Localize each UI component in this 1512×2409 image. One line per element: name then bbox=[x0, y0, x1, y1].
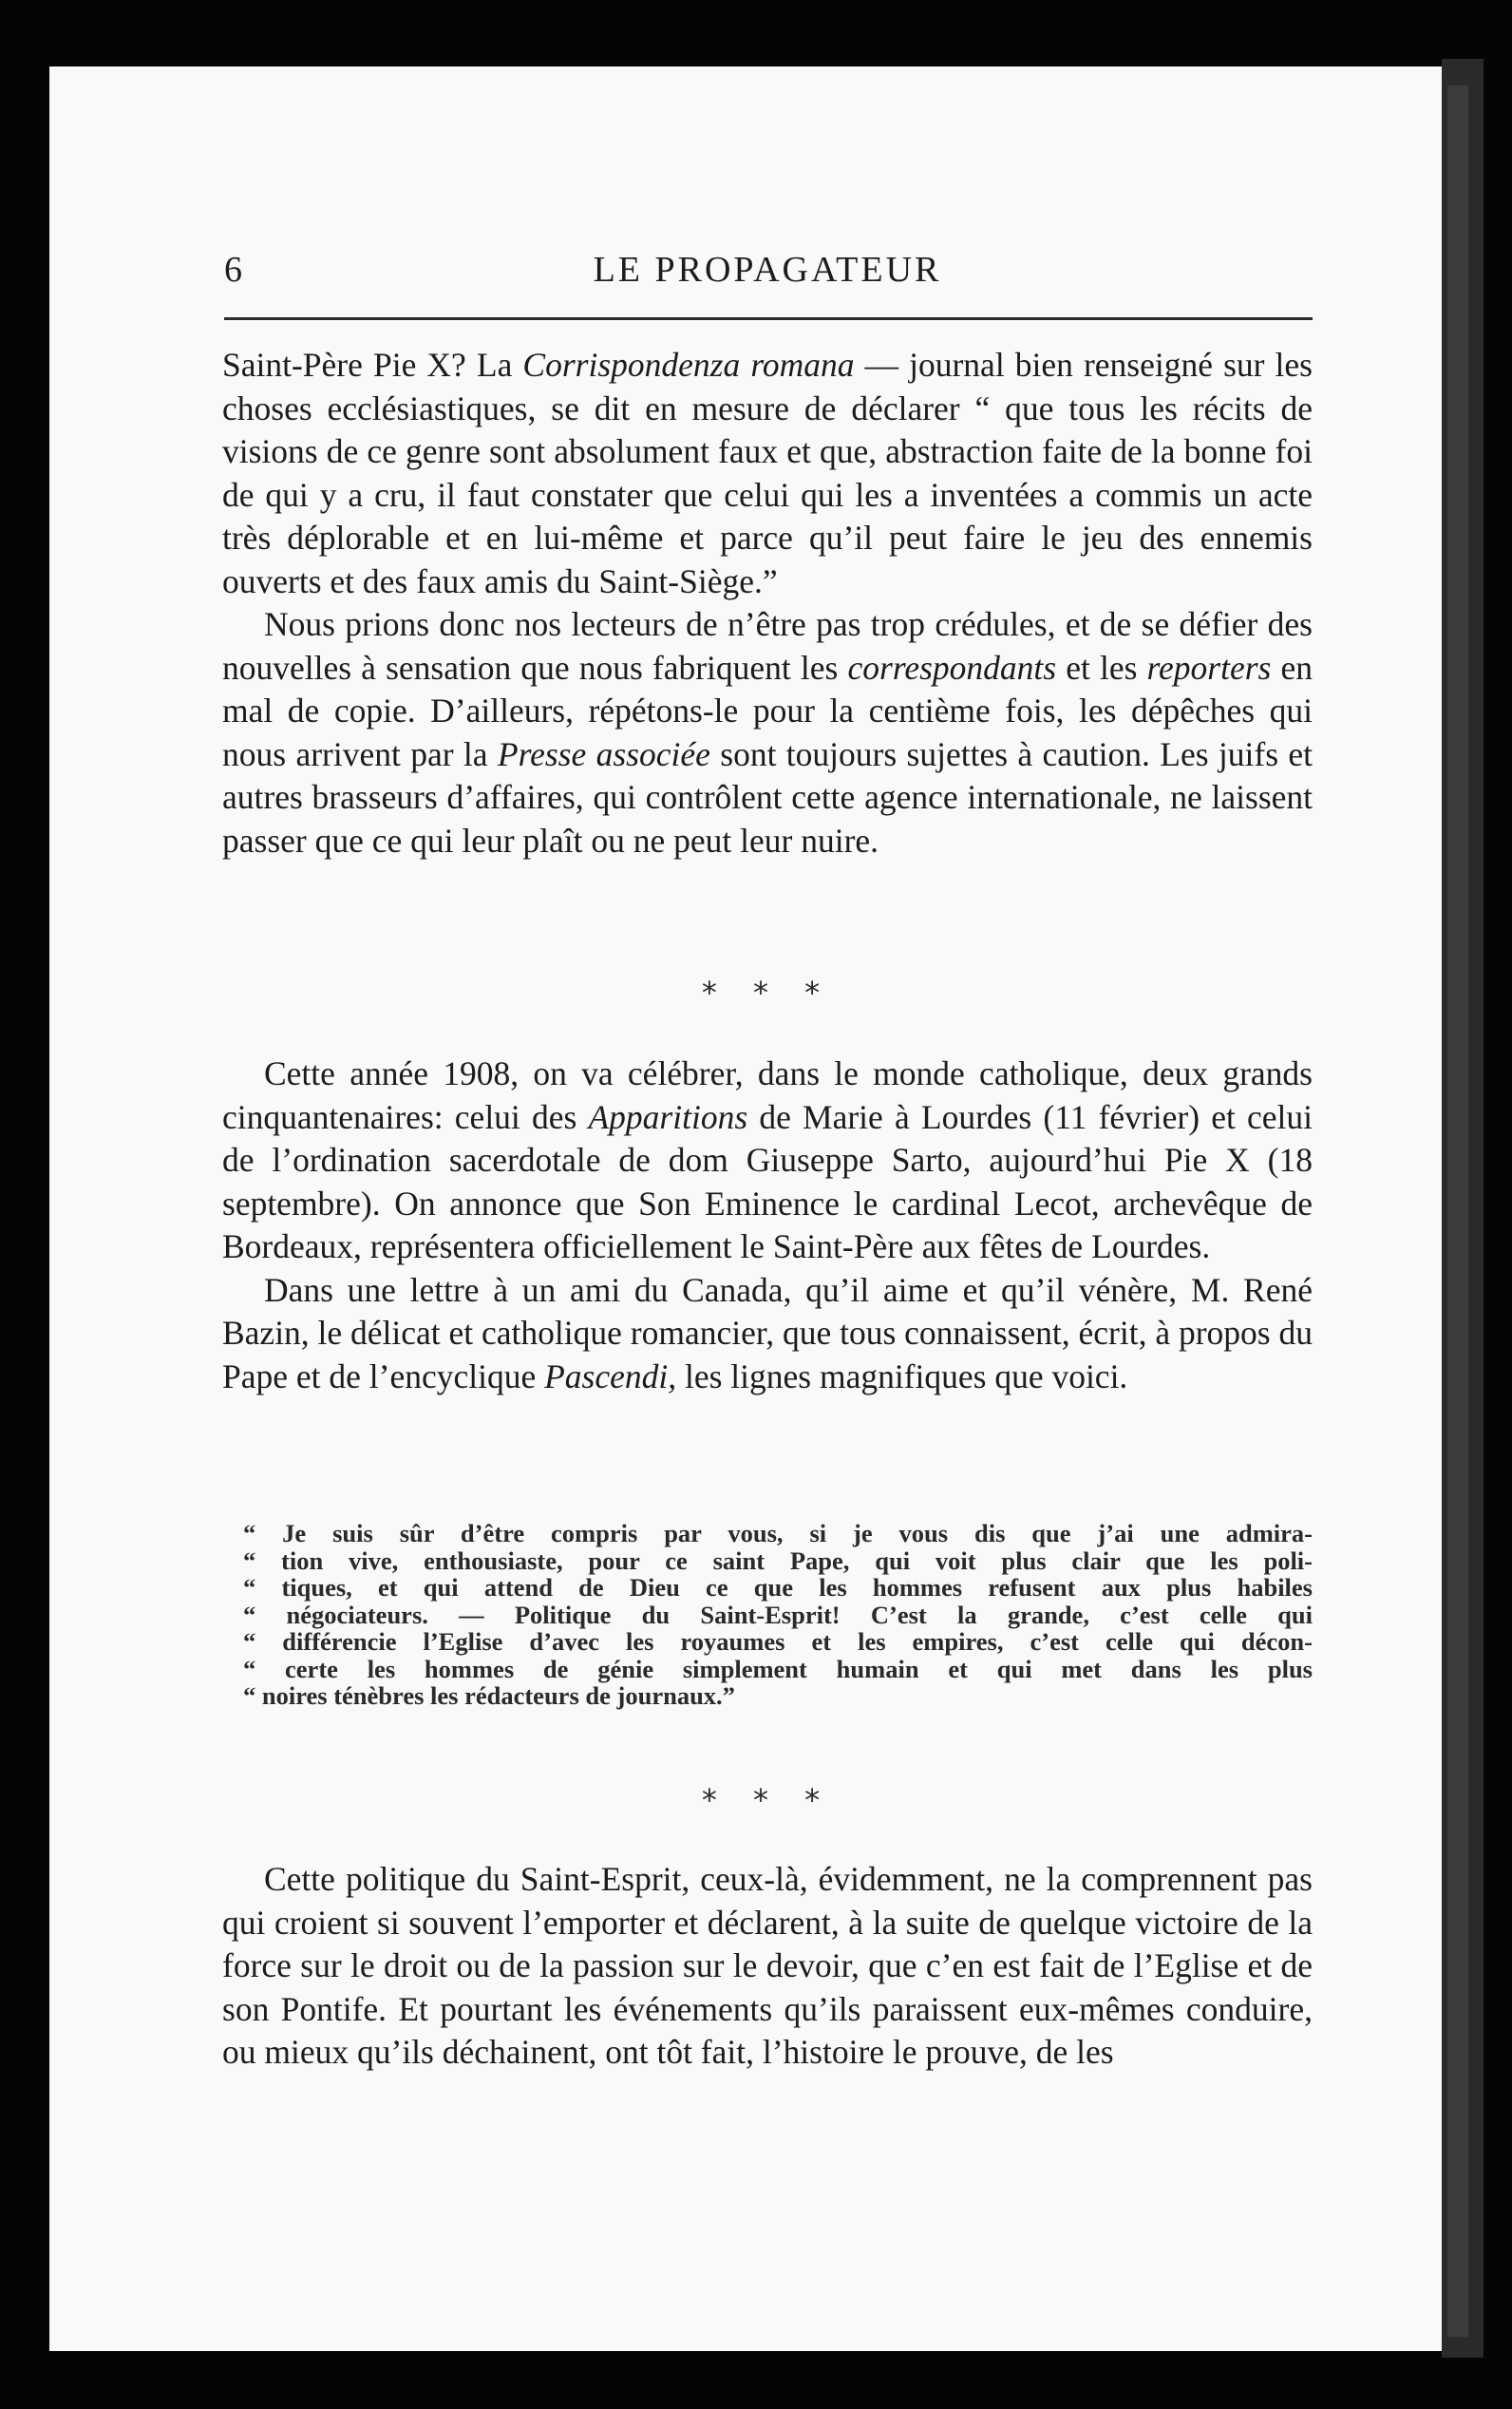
section-separator: * * * bbox=[701, 1782, 834, 1818]
paragraph-5: Cette politique du Saint-Esprit, ceux-là, évidemment, ne la comprennent pas qui croient si souvent l’emporter et déclarent, à la suite de quelque victoire de la force sur le droit ou de la passion sur le devoir, que c’en est fait de l’Eglise et de son Pontife. Et pourtant les événements qu’ils paraissent eux-mêmes conduire, ou mieux qu’ils déchainent, ont tôt fait, l’histoire le prouve, de les bbox=[222, 1860, 1313, 2071]
paragraph-3: Cette année 1908, on va célébrer, dans le monde catholique, deux grands cinquantenaires: celui des Apparitions de Marie à Lourdes (11 février) et celui de l’ordination sacerdotale de dom Giuseppe Sarto, aujourd’hui Pie X (18 septembre). On annonce que Son Eminence le cardinal Lecot, archevêque de Bordeaux, représentera officiellement le Saint-Père aux fêtes de Lourdes. bbox=[222, 1054, 1313, 1265]
quote-line: “ négociateurs. — Politique du Saint-Esprit! C’est la grande, c’est celle qui bbox=[243, 1600, 1313, 1629]
section-separator: * * * bbox=[701, 975, 834, 1011]
quote-line: “ Je suis sûr d’être compris par vous, si je vous dis que j’ai une admira- bbox=[243, 1519, 1313, 1547]
paragraph-1: Saint-Père Pie X? La Corrispondenza romana — journal bien renseigné sur les choses ecclésiastiques, se dit en mesure de déclarer “ que tous les récits de visions de ce genre sont absolument faux et que, abstraction faite de la bonne foi de qui y a cru, il faut constater que celui qui les a inventées a commis un acte très déplorable et en lui-même et parce qu’il peut faire le jeu des ennemis ouverts et des faux amis du Saint-Siège.” bbox=[222, 346, 1313, 600]
paragraph-4: Dans une lettre à un ami du Canada, qu’il aime et qu’il vénère, M. René Bazin, le délicat et catholique romancier, que tous connaissent, écrit, à propos du Pape et de l’encyclique Pascendi, les lignes magnifiques que voici. bbox=[222, 1270, 1313, 1395]
quote-line: “ tion vive, enthousiaste, pour ce saint Pape, qui voit plus clair que les poli- bbox=[243, 1546, 1313, 1575]
quote-line: “ certe les hommes de génie simplement humain et qui met dans les plus bbox=[243, 1654, 1313, 1683]
quote-line: “ noires ténèbres les rédacteurs de journaux.” bbox=[243, 1681, 735, 1710]
quote-line: “ différencie l’Eglise d’avec les royaumes et les empires, c’est celle qui décon- bbox=[243, 1627, 1313, 1656]
running-title: LE PROPAGATEUR bbox=[593, 250, 942, 290]
text-block-top bbox=[222, 344, 1313, 863]
header-rule bbox=[224, 317, 1313, 320]
page-number: 6 bbox=[224, 250, 243, 290]
running-head bbox=[224, 239, 1311, 296]
block-quote bbox=[243, 1520, 1313, 1710]
paragraph-2: Nous prions donc nos lecteurs de n’être pas trop crédules, et de se défier des nouvelles à sensation que nous fabriquent les correspondants et les reporters en mal de copie. D’ailleurs, répétons-le pour la centième fois, les dépêches qui nous arrivent par la Presse associée sont toujours sujettes à caution. Les juifs et autres brasseurs d’affaires, qui contrôlent cette agence internationale, ne laissent passer que ce qui leur plaît ou ne peut leur nuire. bbox=[222, 605, 1313, 860]
page-edge-inner bbox=[1447, 85, 1468, 2337]
text-block-middle bbox=[222, 1053, 1313, 1398]
quote-line: “ tiques, et qui attend de Dieu ce que les hommes refusent aux plus habiles bbox=[243, 1573, 1313, 1602]
text-block-bottom bbox=[222, 1858, 1313, 2075]
